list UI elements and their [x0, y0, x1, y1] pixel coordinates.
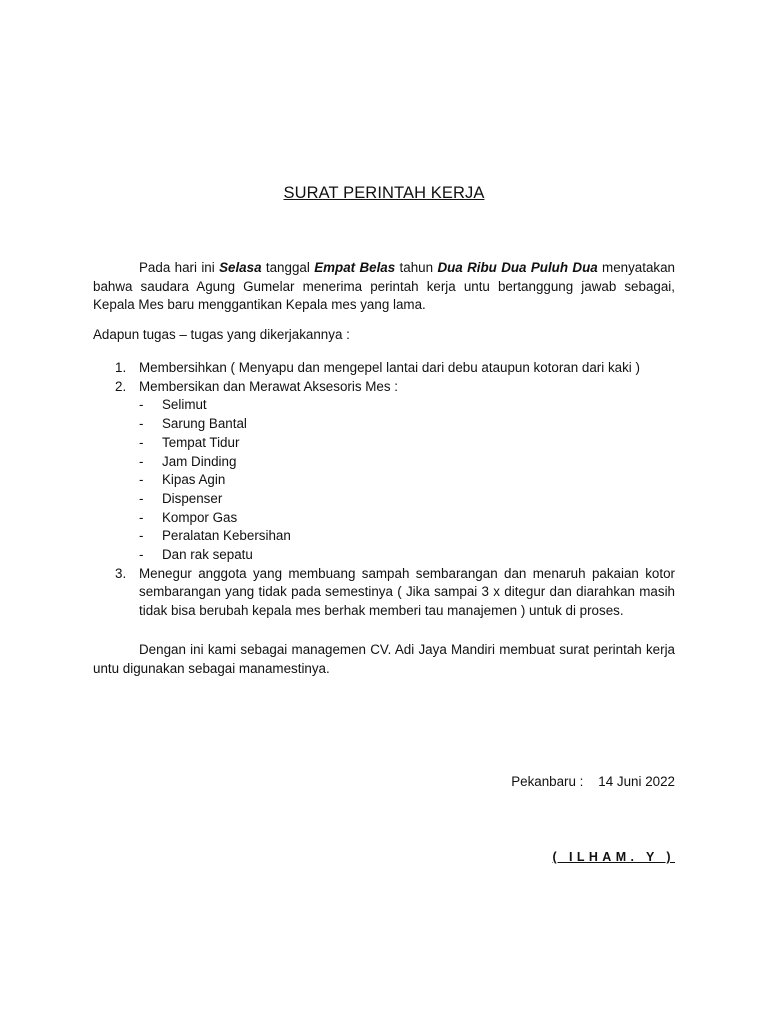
- dash-marker: -: [139, 397, 144, 413]
- task-text: Membersikan dan Merawat Aksesoris Mes :: [139, 378, 398, 394]
- dash-marker: -: [139, 490, 144, 506]
- emphasized-text: Empat Belas: [314, 260, 396, 275]
- accessory-label: Tempat Tidur: [162, 434, 240, 450]
- opening-paragraph: [93, 259, 675, 315]
- task-number: 2.: [115, 378, 127, 394]
- letter-date: 14 Juni 2022: [598, 774, 675, 789]
- task-list: [93, 359, 675, 621]
- place-label: Pekanbaru :: [511, 774, 584, 789]
- task-number: 3.: [115, 565, 127, 581]
- accessory-item: [93, 415, 675, 434]
- dash-marker: -: [139, 528, 144, 544]
- accessory-label: Jam Dinding: [162, 453, 237, 469]
- signatory-name: ( ILHAM. Y ): [552, 850, 675, 864]
- accessory-label: Selimut: [162, 397, 207, 413]
- task-number: 1.: [115, 360, 127, 375]
- document-title: SURAT PERINTAH KERJA: [283, 184, 485, 202]
- letter-page: [93, 0, 675, 1024]
- dash-marker: -: [139, 416, 144, 432]
- accessory-label: Sarung Bantal: [162, 416, 247, 432]
- dash-marker: -: [139, 472, 144, 488]
- accessory-label: Kipas Agin: [162, 472, 226, 488]
- place-date-line: [511, 773, 675, 792]
- paragraph-text: tanggal: [261, 260, 315, 275]
- dash-marker: -: [139, 509, 144, 525]
- accessory-item: [93, 490, 675, 509]
- task-item: [93, 359, 675, 378]
- accessory-item: [93, 471, 675, 490]
- task-item: [93, 565, 675, 621]
- accessory-item: [93, 546, 675, 565]
- closing-paragraph: Dengan ini kami sebagai managemen CV. Adi Jaya Mandiri membuat surat perintah kerja untu digunakan sebagai manamestinya.: [93, 642, 675, 676]
- accessory-label: Peralatan Kebersihan: [162, 528, 291, 544]
- accessory-label: Kompor Gas: [162, 509, 238, 525]
- accessory-item: [93, 434, 675, 453]
- tasks-intro-paragraph: Adapun tugas – tugas yang dikerjakannya :: [93, 327, 350, 342]
- accessory-item: [93, 509, 675, 528]
- task-item: [93, 378, 675, 397]
- accessory-item: [93, 396, 675, 415]
- paragraph-text: menyatakan bahwa saudara Agung Gumelar menerima perintah kerja untu bertanggung jawab sebagai, Kepala Mes baru menggantikan Kepala mes yang lama.: [93, 260, 676, 313]
- accessory-item: [93, 527, 675, 546]
- task-text: Menegur anggota yang membuang sampah sembarangan dan menaruh pakaian kotor sembarangan yang tidak pada semestinya ( Jika sampai 3 x ditegur dan diarahkan masih tidak bisa berubah kepala mes berhak memberi tau manajemen ) untuk di proses.: [139, 565, 675, 619]
- dash-marker: -: [139, 434, 144, 450]
- emphasized-text: Selasa: [219, 260, 262, 275]
- emphasized-text: Dua Ribu Dua Puluh Dua: [437, 260, 598, 275]
- dash-marker: -: [139, 453, 144, 469]
- accessory-item: [93, 453, 675, 472]
- paragraph-text: tahun: [395, 260, 438, 275]
- paragraph-text: Pada hari ini: [139, 260, 220, 275]
- dash-marker: -: [139, 547, 144, 563]
- task-text: Membersihkan ( Menyapu dan mengepel lantai dari debu ataupun kotoran dari kaki ): [139, 360, 640, 375]
- accessory-label: Dispenser: [162, 490, 223, 506]
- accessory-label: Dan rak sepatu: [162, 547, 253, 563]
